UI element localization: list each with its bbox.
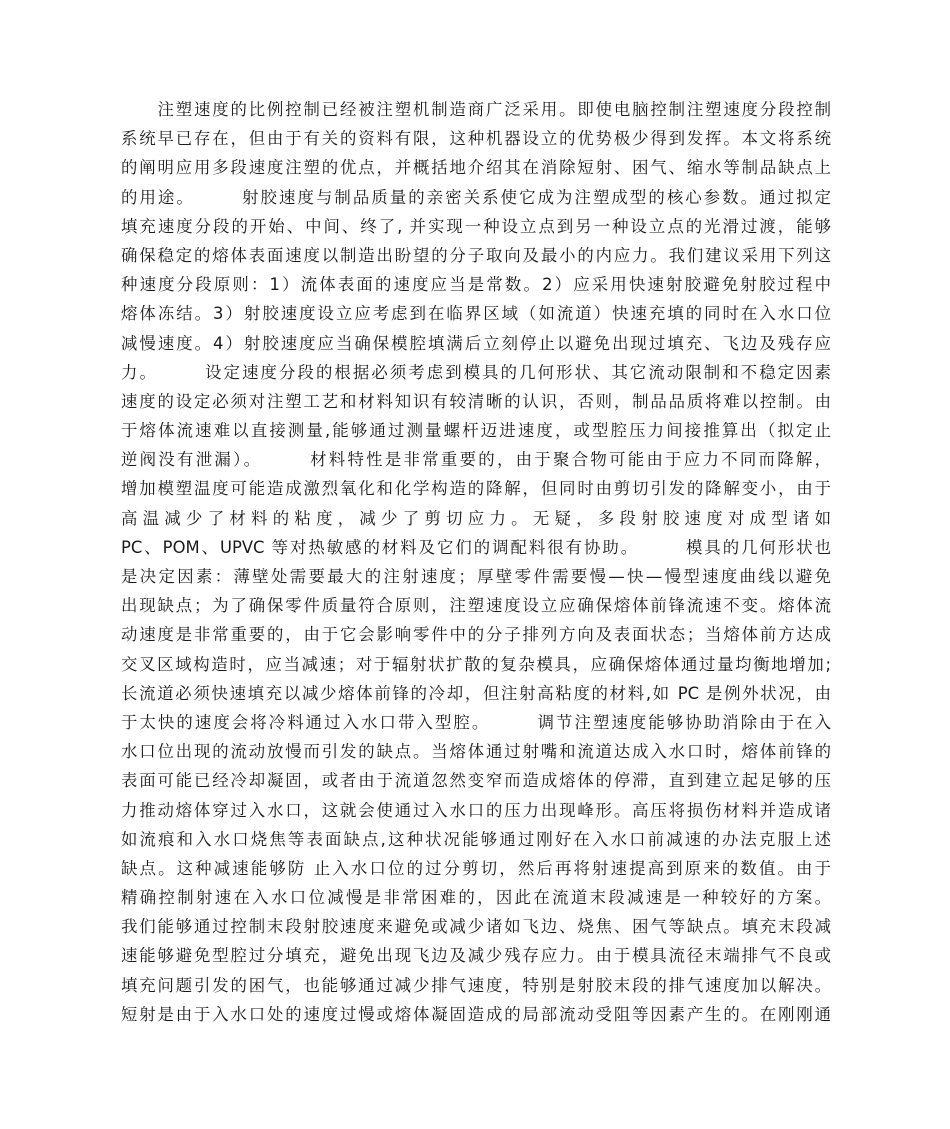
text-line: 减慢速度。4）射胶速度应当确保模腔填满后立刻停止以避免出现过填充、飞边及残存应 (121, 333, 831, 353)
text-line: 动速度是非常重要的，由于它会影响零件中的分子排列方向及表面状态；当熔体前方达成 (121, 625, 831, 645)
text-line: 短射是由于入水口处的速度过慢或熔体凝固造成的局部流动受阻等因素产生的。在刚刚通 (121, 1004, 831, 1024)
text-line: 于太快的速度会将冷料通过入水口带入型腔。 调节注塑速度能够协助消除由于在入 (121, 712, 831, 732)
text-line: 逆阀没有泄漏）。 材料特性是非常重要的，由于聚合物可能由于应力不同而降解， (121, 450, 831, 470)
text-line: 出现缺点；为了确保零件质量符合原则，注塑速度设立应确保熔体前锋流速不变。熔体流 (121, 596, 831, 616)
text-line: 速能够避免型腔过分填充，避免出现飞边及减少残存应力。由于模具流径末端排气不良或 (121, 946, 831, 966)
text-line: 高温减少了材料的粘度，减少了剪切应力。无疑，多段射胶速度对成型诸如 (121, 508, 831, 528)
text-line: 的用途。 射胶速度与制品质量的亲密关系使它成为注塑成型的核心参数。通过拟定 (121, 187, 831, 207)
text-line: 水口位出现的流动放慢而引发的缺点。当熔体通过射嘴和流道达成入水口时，熔体前锋的 (121, 742, 831, 762)
text-line: 于熔体流速难以直接测量,能够通过测量螺杆迈进速度，或型腔压力间接推算出（拟定止 (121, 421, 831, 441)
text-line: 表面可能已经冷却凝固，或者由于流道忽然变窄而造成熔体的停滞，直到建立起足够的压 (121, 771, 831, 791)
text-line: 力。 设定速度分段的根据必须考虑到模具的几何形状、其它流动限制和不稳定因素 (121, 362, 831, 382)
text-line: 熔体冻结。3）射胶速度设立应考虑到在临界区域（如流道）快速充填的同时在入水口位 (121, 304, 831, 324)
text-line: 缺点。这种减速能够防 止入水口位的过分剪切，然后再将射速提高到原来的数值。由于 (121, 858, 831, 878)
text-line: 填充速度分段的开始、中间、终了, 并实现一种设立点到另一种设立点的光滑过渡，能够 (121, 216, 831, 236)
text-line: 精确控制射速在入水口位减慢是非常困难的，因此在流道末段减速是一种较好的方案。 (121, 888, 831, 908)
text-line: 是决定因素：薄壁处需要最大的注射速度；厚壁零件需要慢—快—慢型速度曲线以避免 (121, 567, 831, 586)
text-line: 交叉区域构造时，应当减速；对于辐射状扩散的复杂模具，应确保熔体通过量均衡地增加; (121, 654, 831, 674)
text-line: 速度的设定必须对注塑工艺和材料知识有较清晰的认识，否则，制品品质将难以控制。由 (121, 391, 831, 411)
text-line: 我们能够通过控制末段射胶速度来避免或减少诸如飞边、烧焦、困气等缺点。填充末段减 (121, 917, 831, 937)
text-line: 如流痕和入水口烧焦等表面缺点,这种状况能够通过刚好在入水口前减速的办法克服上述 (121, 829, 831, 849)
body-paragraph (121, 95, 831, 1029)
text-line: 注塑速度的比例控制已经被注塑机制造商广泛采用。即使电脑控制注塑速度分段控制 (121, 100, 831, 119)
text-line: 力推动熔体穿过入水口，这就会使通过入水口的压力出现峰形。高压将损伤材料并造成诸 (121, 800, 831, 820)
text-line: PC、POM、UPVC 等对热敏感的材料及它们的调配料很有协助。 模具的几何形状也 (121, 537, 831, 557)
text-line: 填充问题引发的困气，也能够通过减少排气速度，特别是射胶末段的排气速度加以解决。 (121, 975, 831, 995)
text-line: 确保稳定的熔体表面速度以制造出盼望的分子取向及最小的内应力。我们建议采用下列这 (121, 245, 831, 265)
text-line: 增加模塑温度可能造成激烈氧化和化学构造的降解，但同时由剪切引发的降解变小，由于 (121, 479, 831, 499)
text-line: 系统早已存在，但由于有关的资料有限，这种机器设立的优势极少得到发挥。本文将系统 (121, 129, 831, 149)
text-line: 长流道必须快速填充以减少熔体前锋的冷却，但注射高粘度的材料,如 PC 是例外状况，由 (121, 683, 831, 703)
text-line: 的阐明应用多段速度注塑的优点，并概括地介绍其在消除短射、困气、缩水等制品缺点上 (121, 158, 831, 178)
text-line: 种速度分段原则：1）流体表面的速度应当是常数。2）应采用快速射胶避免射胶过程中 (121, 275, 831, 295)
